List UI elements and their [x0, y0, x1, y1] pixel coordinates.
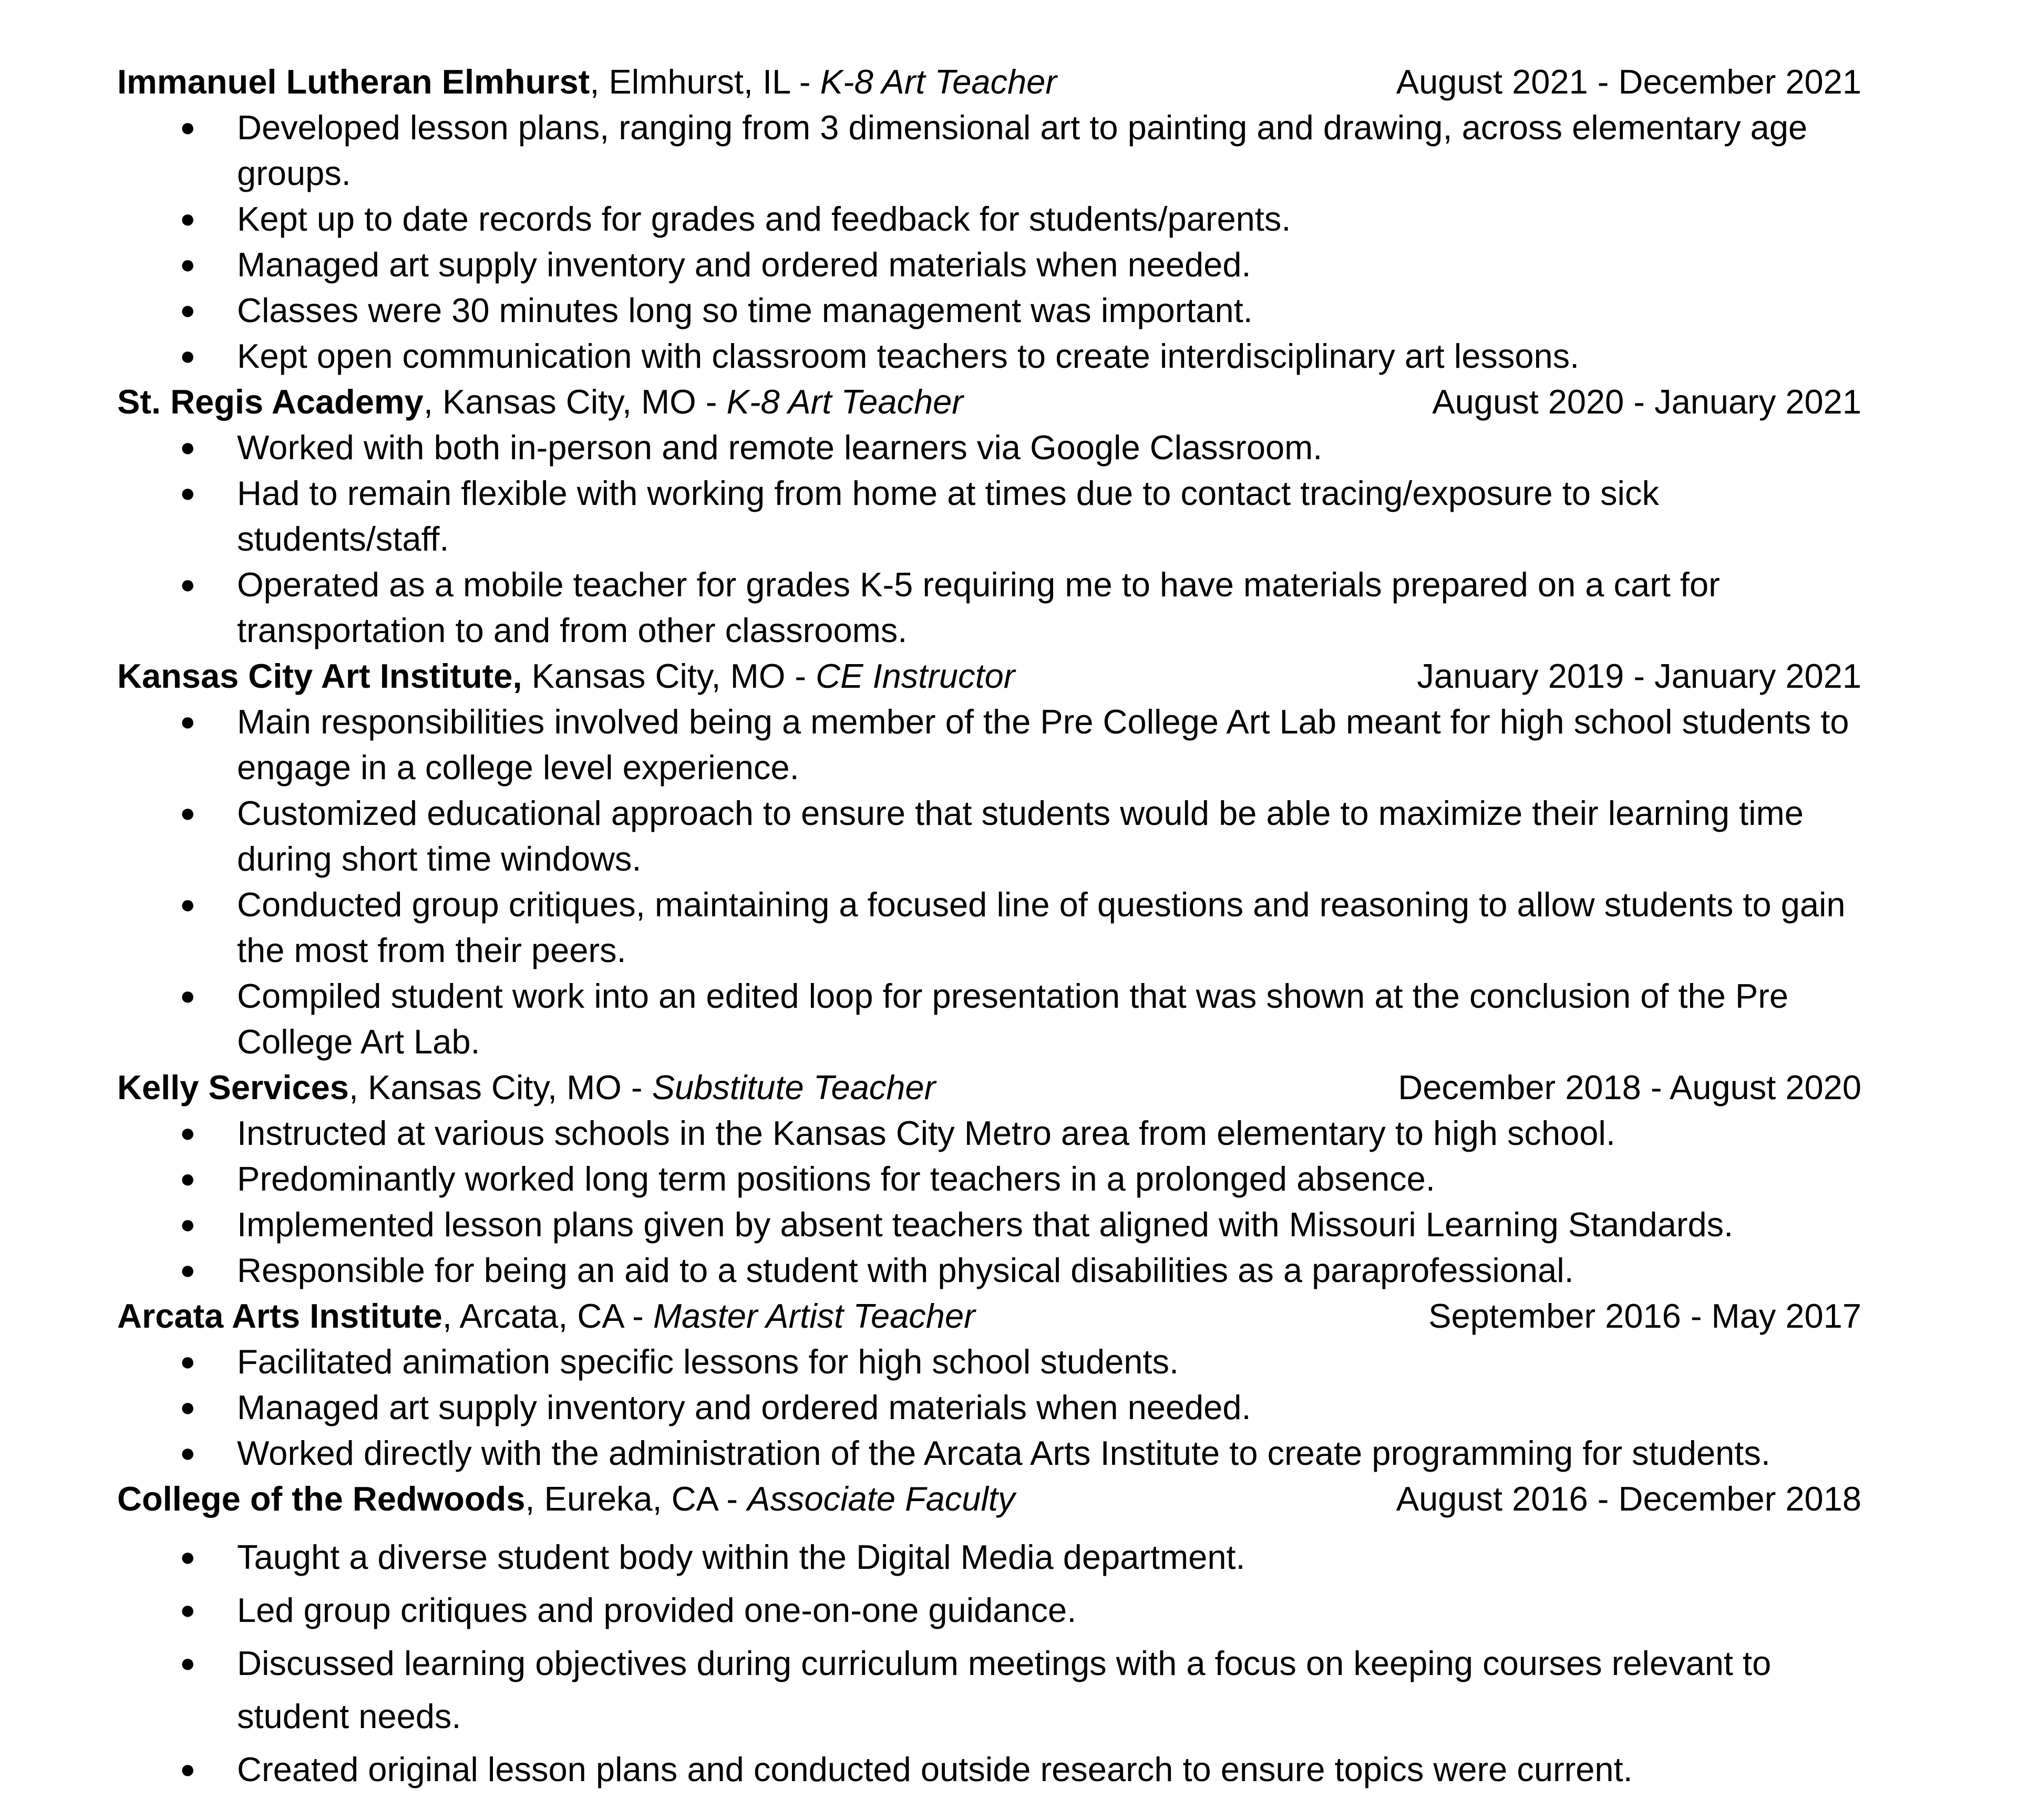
employer-sep: , [348, 1068, 358, 1107]
job-dates: December 2018 - August 2020 [1398, 1068, 1861, 1107]
duty-text: Compiled student work into an edited loop for presentation that was shown at the conclusion of the Pre College Art Lab. [237, 977, 1789, 1061]
job-location: Eureka, CA - [534, 1480, 748, 1518]
bullet-icon: ● [180, 112, 196, 142]
list-item [0, 425, 1877, 470]
job-header [0, 1293, 2018, 1339]
list-item [0, 1637, 1877, 1743]
bullet-icon: ● [180, 1438, 196, 1467]
employer-name: College of the Redwoods [117, 1480, 526, 1518]
list-item [0, 699, 1877, 790]
job-location: Kansas City, MO - [358, 1068, 652, 1107]
duties-list [0, 1339, 2018, 1476]
duty-text: Conducted group critiques, maintaining a focused line of questions and reasoning to allow students to gain the most from their peers. [237, 885, 1846, 969]
duty-text: Discussed learning objectives during curriculum meetings with a focus on keeping courses relevant to student needs. [237, 1644, 1772, 1735]
bullet-icon: ● [180, 1255, 196, 1285]
list-item [0, 242, 1877, 287]
job-role: Master Artist Teacher [653, 1297, 975, 1335]
job-entry [0, 379, 2018, 653]
bullet-icon: ● [180, 1595, 196, 1625]
list-item [0, 1430, 1877, 1476]
duty-text: Classes were 30 minutes long so time management was important. [237, 291, 1253, 329]
list-item [0, 1110, 1877, 1156]
job-role: Substitute Teacher [652, 1068, 936, 1107]
employer-name: Arcata Arts Institute [117, 1297, 442, 1335]
bullet-icon: ● [180, 1392, 196, 1422]
job-role: K-8 Art Teacher [726, 382, 963, 421]
duty-text: Instructed at various schools in the Kansas City Metro area from elementary to high school. [237, 1114, 1615, 1152]
job-dates: September 2016 - May 2017 [1428, 1297, 1861, 1335]
job-location: Arcata, CA - [451, 1297, 653, 1335]
employer-sep: , [590, 63, 600, 101]
duty-text: Managed art supply inventory and ordered materials when needed. [237, 1388, 1251, 1426]
employer-name: Kelly Services [117, 1068, 349, 1107]
bullet-icon: ● [180, 204, 196, 233]
job-dates: August 2021 - December 2021 [1396, 63, 1861, 101]
duty-text: Had to remain flexible with working from home at times due to contact tracing/exposure to sick students/staff. [237, 474, 1659, 558]
list-item [0, 1339, 1877, 1384]
duty-text: Customized educational approach to ensure that students would be able to maximize their learning time during short time windows. [237, 794, 1804, 878]
list-item [0, 1384, 1877, 1430]
duty-text: Predominantly worked long term positions for teachers in a prolonged absence. [237, 1160, 1435, 1198]
list-item [0, 287, 1877, 333]
duty-text: Worked directly with the administration of the Arcata Arts Institute to create programming for students. [237, 1434, 1770, 1472]
bullet-icon: ● [180, 890, 196, 919]
bullet-icon: ● [180, 1347, 196, 1376]
list-item [0, 1247, 1877, 1293]
list-item [0, 1531, 1877, 1584]
duty-text: Created original lesson plans and conducted outside research to ensure topics were current. [237, 1750, 1633, 1788]
job-header [0, 1064, 2018, 1110]
job-dates: August 2016 - December 2018 [1396, 1480, 1861, 1518]
bullet-icon: ● [180, 250, 196, 279]
job-header [0, 379, 2018, 425]
duty-text: Main responsibilities involved being a member of the Pre College Art Lab meant for high school students to engage in a college level experience. [237, 702, 1849, 787]
job-entry [0, 1476, 2018, 1796]
job-dates: January 2019 - January 2021 [1417, 657, 1861, 695]
bullet-icon: ● [180, 1754, 196, 1784]
bullet-icon: ● [180, 1164, 196, 1193]
job-location: Kansas City, MO - [433, 382, 727, 421]
bullet-icon: ● [180, 1542, 196, 1571]
duty-text: Managed art supply inventory and ordered materials when needed. [237, 245, 1251, 284]
list-item [0, 333, 1877, 379]
duty-text: Taught a diverse student body within the Digital Media department. [237, 1538, 1245, 1576]
job-header [0, 653, 2018, 699]
list-item [0, 1584, 1877, 1637]
list-item [0, 1743, 1877, 1796]
list-item [0, 1202, 1877, 1247]
list-item [0, 790, 1877, 882]
list-item [0, 196, 1877, 242]
duties-list [0, 425, 2018, 653]
employer-sep: , [423, 382, 433, 421]
duties-list [0, 105, 2018, 379]
list-item [0, 470, 1877, 562]
job-entry [0, 653, 2018, 1064]
job-entry [0, 1064, 2018, 1293]
employer-name: St. Regis Academy [117, 382, 424, 421]
duty-text: Implemented lesson plans given by absent teachers that aligned with Missouri Learning Standards. [237, 1205, 1734, 1244]
job-dates: August 2020 - January 2021 [1432, 382, 1861, 421]
bullet-icon: ● [180, 798, 196, 828]
duty-text: Facilitated animation specific lessons for high school students. [237, 1342, 1179, 1381]
list-item [0, 105, 1877, 196]
bullet-icon: ● [180, 478, 196, 508]
bullet-icon: ● [180, 570, 196, 599]
job-entry [0, 1293, 2018, 1476]
job-location: Elmhurst, IL - [599, 63, 820, 101]
bullet-icon: ● [180, 295, 196, 325]
job-role: Associate Faculty [747, 1480, 1015, 1518]
job-location: Kansas City, MO - [522, 657, 816, 695]
duties-list [0, 1531, 2018, 1796]
bullet-icon: ● [180, 707, 196, 736]
duties-list [0, 1110, 2018, 1293]
list-item [0, 973, 1877, 1064]
duty-text: Worked with both in-person and remote learners via Google Classroom. [237, 428, 1323, 467]
bullet-icon: ● [180, 341, 196, 370]
job-entry [0, 59, 2018, 379]
employer-sep: , [525, 1480, 535, 1518]
list-item [0, 1156, 1877, 1202]
bullet-icon: ● [180, 432, 196, 462]
bullet-icon: ● [180, 1118, 196, 1147]
duty-text: Responsible for being an aid to a student with physical disabilities as a paraprofessional. [237, 1251, 1574, 1289]
employer-name: Immanuel Lutheran Elmhurst [117, 63, 590, 101]
list-item [0, 882, 1877, 973]
duty-text: Led group critiques and provided one-on-one guidance. [237, 1591, 1077, 1629]
duty-text: Developed lesson plans, ranging from 3 dimensional art to painting and drawing, across elementary age groups. [237, 108, 1808, 192]
job-role: CE Instructor [816, 657, 1015, 695]
duties-list [0, 699, 2018, 1064]
duty-text: Operated as a mobile teacher for grades K-5 requiring me to have materials prepared on a cart for transportation to and from other classrooms. [237, 565, 1720, 649]
job-role: K-8 Art Teacher [820, 63, 1057, 101]
list-item [0, 562, 1877, 653]
employer-name: Kansas City Art Institute, [117, 657, 522, 695]
duty-text: Kept open communication with classroom teachers to create interdisciplinary art lessons. [237, 337, 1580, 375]
bullet-icon: ● [180, 981, 196, 1010]
bullet-icon: ● [180, 1209, 196, 1239]
job-header [0, 59, 2018, 105]
employer-sep: , [442, 1297, 452, 1335]
job-header [0, 1476, 2018, 1531]
duty-text: Kept up to date records for grades and feedback for students/parents. [237, 200, 1291, 238]
bullet-icon: ● [180, 1648, 196, 1678]
